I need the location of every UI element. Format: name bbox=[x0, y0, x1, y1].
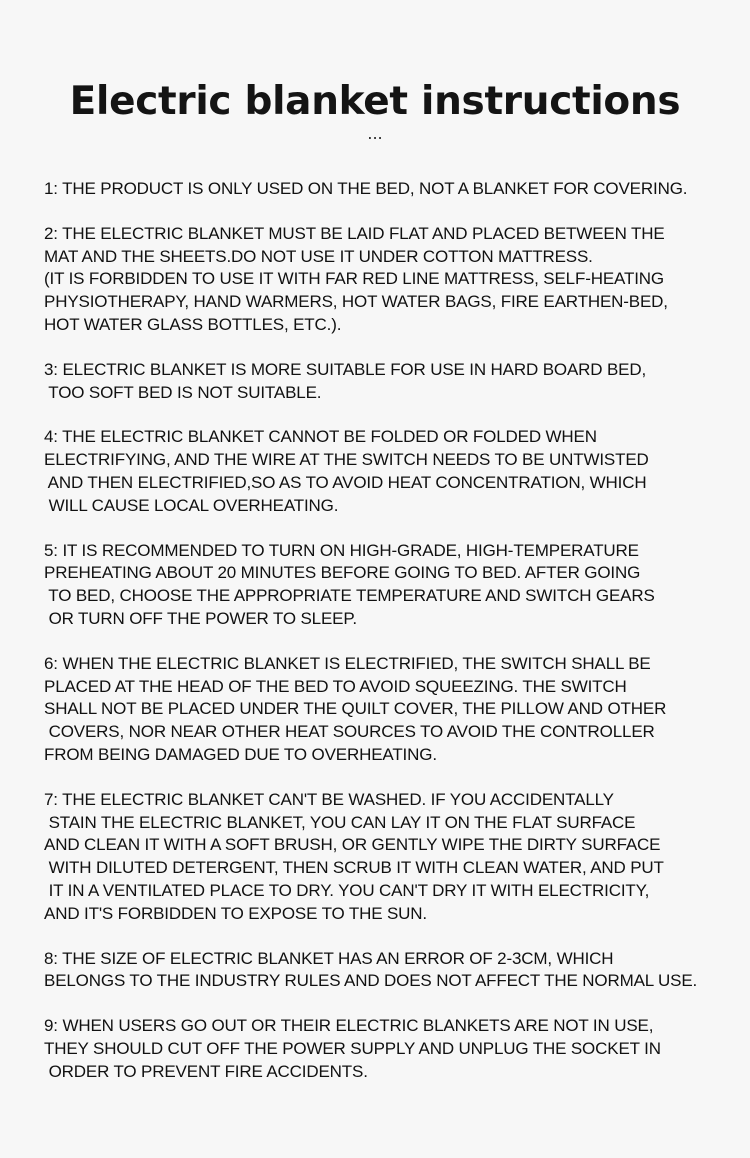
instruction-line: PREHEATING ABOUT 20 MINUTES BEFORE GOING TO BED. AFTER GOING bbox=[44, 563, 641, 583]
instruction-line: AND THEN ELECTRIFIED,SO AS TO AVOID HEAT CONCENTRATION, WHICH bbox=[44, 472, 647, 492]
instruction-line: (IT IS FORBIDDEN TO USE IT WITH FAR RED LINE MATTRESS, SELF-HEATING bbox=[44, 269, 664, 289]
instruction-line: IT IN A VENTILATED PLACE TO DRY. YOU CAN'T DRY IT WITH ELECTRICITY, bbox=[44, 880, 650, 900]
instruction-line: AND CLEAN IT WITH A SOFT BRUSH, OR GENTLY WIPE THE DIRTY SURFACE bbox=[44, 835, 661, 855]
instruction-line: WITH DILUTED DETERGENT, THEN SCRUB IT WITH CLEAN WATER, AND PUT bbox=[44, 858, 664, 878]
instruction-line: 6: WHEN THE ELECTRIC BLANKET IS ELECTRIFIED, THE SWITCH SHALL BE bbox=[44, 653, 651, 673]
instruction-item-2 bbox=[44, 223, 734, 337]
instruction-line: ELECTRIFYING, AND THE WIRE AT THE SWITCH NEEDS TO BE UNTWISTED bbox=[44, 450, 649, 470]
instruction-item-9 bbox=[44, 1015, 734, 1083]
instruction-line: STAIN THE ELECTRIC BLANKET, YOU CAN LAY IT ON THE FLAT SURFACE bbox=[44, 812, 636, 832]
instruction-line: 3: ELECTRIC BLANKET IS MORE SUITABLE FOR USE IN HARD BOARD BED, bbox=[44, 359, 647, 379]
ellipsis-separator: ... bbox=[367, 124, 383, 143]
instruction-item-5 bbox=[44, 540, 734, 631]
instruction-line: AND IT'S FORBIDDEN TO EXPOSE TO THE SUN. bbox=[44, 903, 427, 923]
instruction-line: 7: THE ELECTRIC BLANKET CAN'T BE WASHED. IF YOU ACCIDENTALLY bbox=[44, 789, 614, 809]
instruction-line: PHYSIOTHERAPY, HAND WARMERS, HOT WATER BAGS, FIRE EARTHEN-BED, bbox=[44, 292, 668, 312]
page-title: Electric blanket instructions bbox=[69, 79, 681, 125]
instruction-line: SHALL NOT BE PLACED UNDER THE QUILT COVER, THE PILLOW AND OTHER bbox=[44, 699, 667, 719]
instruction-item-3 bbox=[44, 359, 734, 405]
instruction-item-4 bbox=[44, 426, 734, 517]
instruction-line: 9: WHEN USERS GO OUT OR THEIR ELECTRIC BLANKETS ARE NOT IN USE, bbox=[44, 1016, 654, 1036]
instruction-line: TO BED, CHOOSE THE APPROPRIATE TEMPERATURE AND SWITCH GEARS bbox=[44, 586, 655, 606]
instruction-line: BELONGS TO THE INDUSTRY RULES AND DOES NOT AFFECT THE NORMAL USE. bbox=[44, 971, 698, 991]
instruction-line: PLACED AT THE HEAD OF THE BED TO AVOID SQUEEZING. THE SWITCH bbox=[44, 676, 627, 696]
instruction-line: 1: THE PRODUCT IS ONLY USED ON THE BED, NOT A BLANKET FOR COVERING. bbox=[44, 179, 688, 198]
instruction-line: WILL CAUSE LOCAL OVERHEATING. bbox=[44, 495, 339, 515]
instruction-item-1 bbox=[44, 178, 734, 201]
instruction-line: OR TURN OFF THE POWER TO SLEEP. bbox=[44, 608, 357, 628]
instruction-item-8 bbox=[44, 948, 734, 994]
instruction-line: 8: THE SIZE OF ELECTRIC BLANKET HAS AN ERROR OF 2-3CM, WHICH bbox=[44, 948, 614, 968]
instruction-line: HOT WATER GLASS BOTTLES, ETC.). bbox=[44, 314, 342, 334]
instruction-line: TOO SOFT BED IS NOT SUITABLE. bbox=[44, 382, 322, 402]
instruction-line: ORDER TO PREVENT FIRE ACCIDENTS. bbox=[44, 1061, 368, 1081]
instruction-line: COVERS, NOR NEAR OTHER HEAT SOURCES TO AVOID THE CONTROLLER bbox=[44, 722, 655, 742]
instruction-line: MAT AND THE SHEETS.DO NOT USE IT UNDER COTTON MATTRESS. bbox=[44, 246, 593, 266]
instruction-line: 5: IT IS RECOMMENDED TO TURN ON HIGH-GRADE, HIGH-TEMPERATURE bbox=[44, 540, 639, 560]
instruction-list bbox=[44, 178, 734, 1106]
instruction-line: FROM BEING DAMAGED DUE TO OVERHEATING. bbox=[44, 744, 437, 764]
instruction-item-7 bbox=[44, 789, 734, 926]
instruction-line: 4: THE ELECTRIC BLANKET CANNOT BE FOLDED OR FOLDED WHEN bbox=[44, 427, 597, 447]
instruction-item-6 bbox=[44, 653, 734, 767]
instruction-line: THEY SHOULD CUT OFF THE POWER SUPPLY AND UNPLUG THE SOCKET IN bbox=[44, 1038, 661, 1058]
instruction-line: 2: THE ELECTRIC BLANKET MUST BE LAID FLAT AND PLACED BETWEEN THE bbox=[44, 223, 665, 243]
